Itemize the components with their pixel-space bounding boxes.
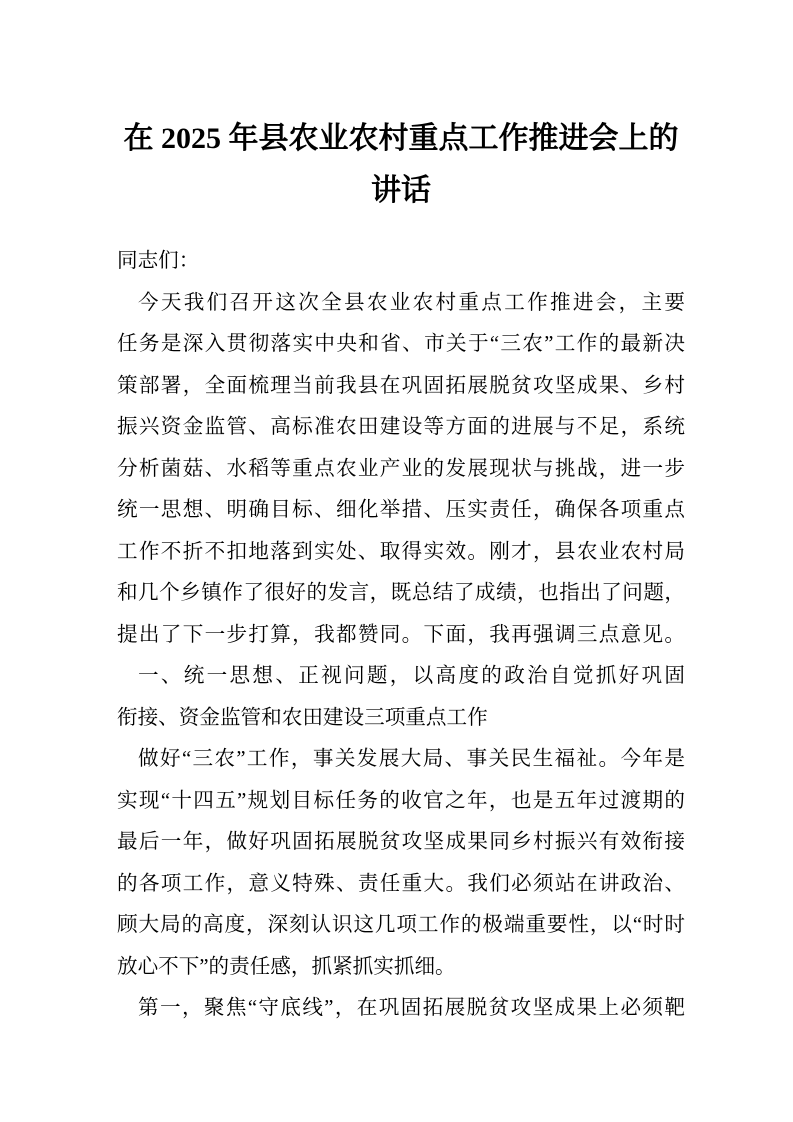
document-title-line-1: 在 2025 年县农业农村重点工作推进会上的 <box>123 122 679 155</box>
document-title <box>117 113 685 217</box>
paragraph-opening <box>117 283 685 657</box>
text-line: 放心不下”的责任感，抓紧抓实抓细。 <box>117 955 456 978</box>
text-line: 分析菌菇、水稻等重点农业产业的发展现状与挑战，进一步 <box>117 457 685 480</box>
text-line: 任务是深入贯彻落实中央和省、市关于“三农”工作的最新决 <box>117 333 685 355</box>
document-body <box>117 241 685 1030</box>
text-line: 和几个乡镇作了很好的发言，既总结了成绩，也指出了问题， <box>117 582 685 604</box>
text-line: 统一思想、明确目标、细化举措、压实责任，确保各项重点 <box>117 499 685 521</box>
text-line: 一、统一思想、正视问题，以高度的政治自觉抓好巩固 <box>138 665 685 687</box>
text-line: 第一，聚焦“守底线”，在巩固拓展脱贫攻坚成果上必须靶 <box>138 997 685 1019</box>
paragraph-salutation <box>117 241 685 283</box>
text-line: 今天我们召开这次全县农业农村重点工作推进会，主要 <box>138 291 685 314</box>
text-line: 衔接、资金监管和农田建设三项重点工作 <box>117 706 488 729</box>
text-line: 工作不折不扣地落到实处、取得实效。刚才，县农业农村局 <box>117 540 685 563</box>
text-line: 做好“三农”工作，事关发展大局、事关民生福祉。今年是 <box>138 748 685 770</box>
paragraph-first-point-opening <box>117 988 685 1030</box>
text-line: 实现“十四五”规划目标任务的收官之年，也是五年过渡期的 <box>117 789 685 812</box>
text-line: 顾大局的高度，深刻认识这几项工作的极端重要性，以“时时 <box>117 914 685 936</box>
text-line: 同志们： <box>117 250 200 272</box>
text-line: 的各项工作，意义特殊、责任重大。我们必须站在讲政治、 <box>117 872 685 895</box>
paragraph-section-one-body <box>117 739 685 988</box>
text-line: 提出了下一步打算，我都赞同。下面，我再强调三点意见。 <box>117 623 685 646</box>
text-line: 最后一年，做好巩固拓展脱贫攻坚成果同乡村振兴有效衔接 <box>117 831 685 853</box>
document-title-line-2: 讲话 <box>371 174 431 207</box>
text-line: 策部署，全面梳理当前我县在巩固拓展脱贫攻坚成果、乡村 <box>117 374 685 397</box>
paragraph-section-one-heading <box>117 656 685 739</box>
text-line: 振兴资金监管、高标准农田建设等方面的进展与不足，系统 <box>117 416 685 438</box>
